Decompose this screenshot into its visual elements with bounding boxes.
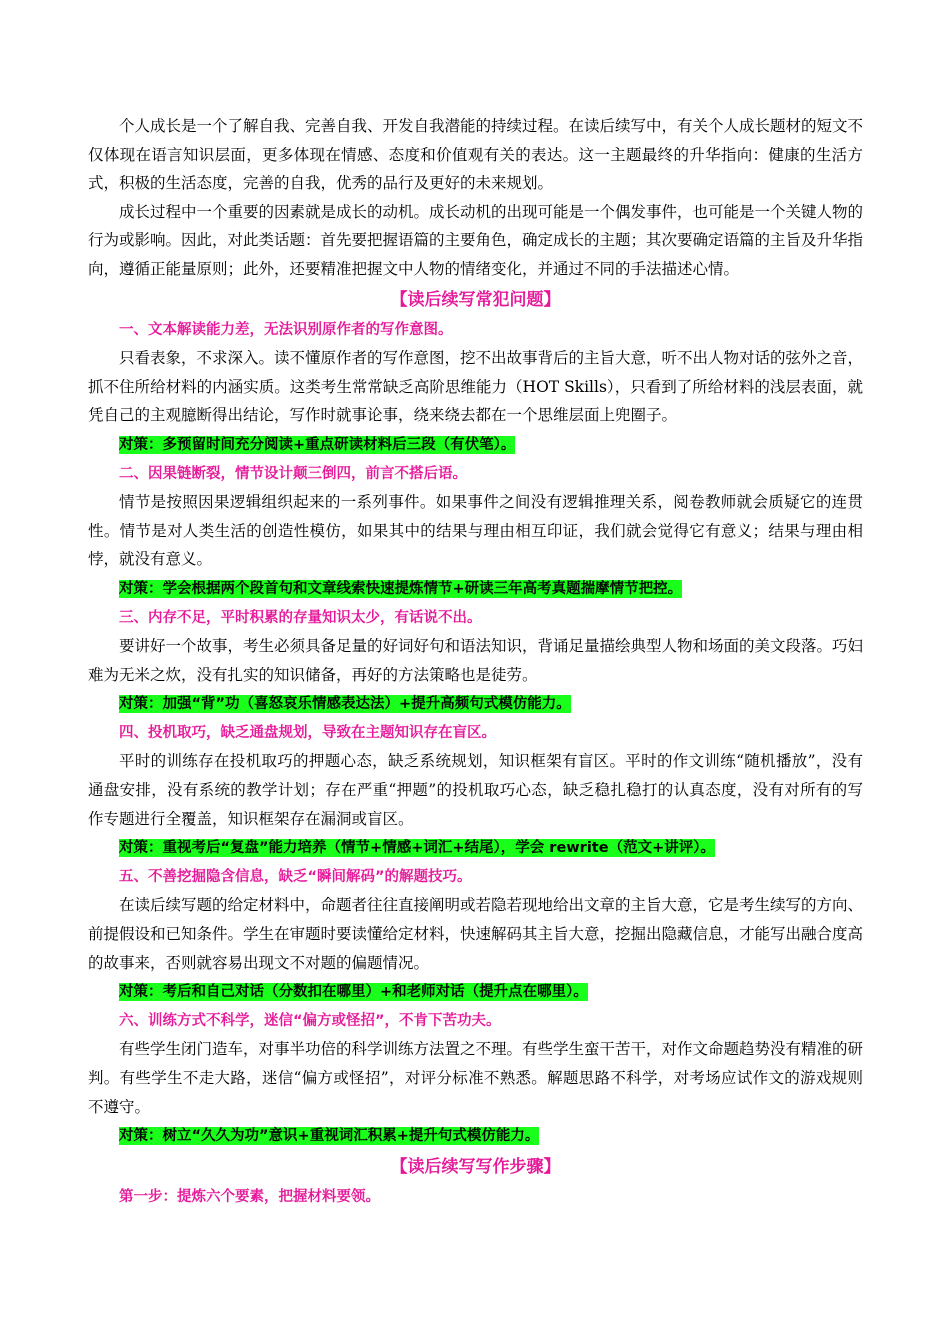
strategy-highlight: 对策：重视考后“复盘”能力培养（情节+情感+词汇+结尾），学会 rewrite（范文+讲评）。	[119, 840, 715, 857]
problem-body: 有些学生闭门造车，对事半功倍的科学训练方法置之不理。有些学生蛮干苦干，对作文命题趋势没有精准的研判。有些学生不走大路，迷信“偏方或怪招”，对评分标准不熟悉。解题思路不科学，对考场应试作文的游戏规则不遵守。	[88, 1040, 864, 1116]
intro-paragraph: 个人成长是一个了解自我、完善自我、开发自我潜能的持续过程。在读后续写中，有关个人成长题材的短文不仅体现在语言知识层面，更多体现在情感、态度和价值观有关的表达。这一主题最终的升华指向：健康的生活方式，积极的生活态度，完善的自我，优秀的品行及更好的未来规划。	[88, 117, 864, 193]
strategy-highlight: 对策：考后和自己对话（分数扣在哪里）+和老师对话（提升点在哪里）。	[119, 984, 588, 1001]
problem-heading: 四、投机取巧，缺乏通盘规划，导致在主题知识存在盲区。	[119, 724, 496, 741]
strategy-highlight: 对策：多预留时间充分阅读+重点研读材料后三段（有伏笔）。	[119, 436, 516, 453]
problem-body: 平时的训练存在投机取巧的押题心态，缺乏系统规划，知识框架有盲区。平时的作文训练“随机播放”，没有通盘安排，没有系统的教学计划；存在严重“押题”的投机取巧心态，缺乏稳扎稳打的认真态度，没有对所有的写作专题进行全覆盖，知识框架存在漏洞或盲区。	[88, 752, 863, 828]
strategy-line	[88, 689, 863, 719]
strategy-line	[88, 977, 863, 1007]
problem-body: 要讲好一个故事，考生必须具备足量的好词好句和语法知识，背诵足量描绘典型人物和场面的美文段落。巧妇难为无米之炊，没有扎实的知识储备，再好的方法策略也是徒劳。	[88, 637, 864, 684]
problem-body: 情节是按照因果逻辑组织起来的一系列事件。如果事件之间没有逻辑推理关系，阅卷教师就会质疑它的连贯性。情节是对人类生活的创造性模仿，如果其中的结果与理由相互印证，我们就会觉得它有意义；结果与理由相悖，就没有意义。	[88, 493, 863, 569]
problem-heading: 六、训练方式不科学，迷信“偏方或怪招”，不肯下苦功夫。	[119, 1012, 501, 1029]
strategy-line	[88, 1121, 863, 1151]
problem-body: 在读后续写题的给定材料中，命题者往往直接阐明或若隐若现地给出文章的主旨大意，它是考生续写的方向、前提假设和已知条件。学生在审题时要读懂给定材料，快速解码其主旨大意，挖掘出隐藏信息，才能写出融合度高的故事来，否则就容易出现文不对题的偏题情况。	[88, 896, 864, 972]
problem-heading: 五、不善挖掘隐含信息，缺乏“瞬间解码”的解题技巧。	[119, 868, 472, 885]
strategy-highlight: 对策：加强“背”功（喜怒哀乐情感表达法）+提升高频句式模仿能力。	[119, 696, 571, 713]
strategy-highlight: 对策：树立“久久为功”意识+重视词汇积累+提升句式模仿能力。	[119, 1128, 540, 1145]
intro-paragraph: 成长过程中一个重要的因素就是成长的动机。成长动机的出现可能是一个偶发事件，也可能是一个关键人物的行为或影响。因此，对此类话题：首先要把握语篇的主要角色，确定成长的主题；其次要确定语篇的主旨及升华指向，遵循正能量原则；此外，还要精准把握文中人物的情绪变化，并通过不同的手法描述心情。	[88, 202, 864, 278]
problem-heading: 三、内存不足，平时积累的存量知识太少，有话说不出。	[119, 609, 482, 626]
section-title-problems: 【读后续写常犯问题】	[390, 289, 561, 310]
strategy-highlight: 对策：学会根据两个段首句和文章线索快速提炼情节+研读三年高考真题揣摩情节把控。	[119, 580, 683, 597]
problem-body: 只看表象，不求深入。读不懂原作者的写作意图，挖不出故事背后的主旨大意，听不出人物对话的弦外之音，抓不住所给材料的内涵实质。这类考生常常缺乏高阶思维能力（HOT Skills），只看到了所给材料的浅层表面，就凭自己的主观臆断得出结论，写作时就事论事，绕来绕去都在一个思维层面上兜圈子。	[88, 349, 864, 425]
strategy-line	[88, 430, 863, 460]
problem-heading: 一、文本解读能力差，无法识别原作者的写作意图。	[119, 321, 453, 338]
strategy-line	[88, 833, 863, 863]
document-body	[88, 112, 863, 1211]
step-heading: 第一步：提炼六个要素，把握材料要领。	[119, 1188, 380, 1205]
problem-heading: 二、因果链断裂，情节设计颠三倒四，前言不搭后语。	[119, 465, 467, 482]
section-title-steps: 【读后续写写作步骤】	[390, 1156, 561, 1177]
strategy-line	[88, 574, 863, 604]
